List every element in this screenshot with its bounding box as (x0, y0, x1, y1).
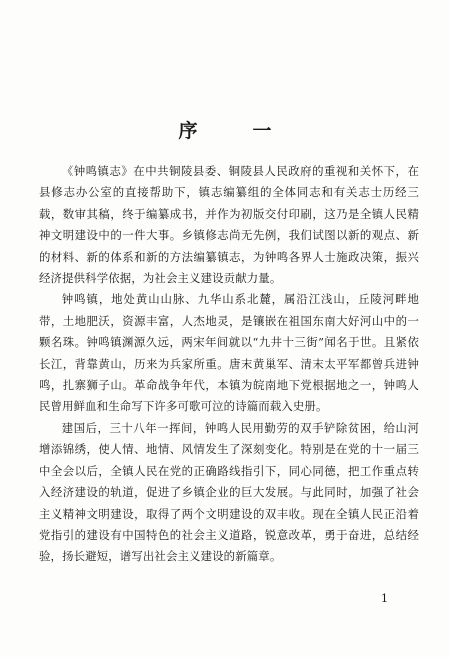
paragraph-history: 钟鸣镇，地处黄山山脉、九华山系北麓，属沿江浅山，丘陵河畔地带，土地肥沃，资源丰富，人杰地灵，是镶嵌在祖国东南大好河山中的一颗名珠。钟鸣镇渊源久远，两宋年间就以“九井十三街”闻名于世。且紧依长江，背靠黄山，历来为兵家所重。唐末黄巢军、清末太平军都曾兵进钟鸣，扎寨狮子山。革命战争年代，本镇为皖南地下党根据地之一，钟鸣人民曾用鲜血和生命写下许多可歌可泣的诗篇而载入史册。 (39, 292, 419, 414)
preface-title: 序 一 (178, 120, 290, 142)
page-number: 1 (381, 592, 388, 605)
preface-body (39, 161, 419, 568)
paragraph-intro: 《钟鸣镇志》在中共铜陵县委、铜陵县人民政府的重视和关怀下，在县修志办公室的直接帮助下，镇志编纂组的全体同志和有关志士历经三载，数审其稿，终于编纂成书，并作为初版交付印刷，这乃是全镇人民精神文明建设中的一件大事。乡镇修志尚无先例，我们试图以新的观点、新的材料、新的体系和新的方法编纂镇志，为钟鸣各界人士施政决策，振兴经济提供科学依据，为社会主义建设贡献力量。 (39, 164, 419, 286)
paragraph-development: 建国后，三十八年一挥间，钟鸣人民用勤劳的双手铲除贫困，给山河增添锦绣，使人情、地情、风情发生了深刻变化。特别是在党的十一届三中全会以后，全镇人民在党的正确路线指引下，同心同德，把工作重点转入经济建设的轨道，促进了乡镇企业的巨大发展。与此同时，加强了社会主义精神文明建设，取得了两个文明建设的双丰收。现在全镇人民正沿着党指引的建设有中国特色的社会主义道路，锐意改革，勇于奋进，总结经验，扬长避短，谱写出社会主义建设的新篇章。 (39, 420, 419, 564)
